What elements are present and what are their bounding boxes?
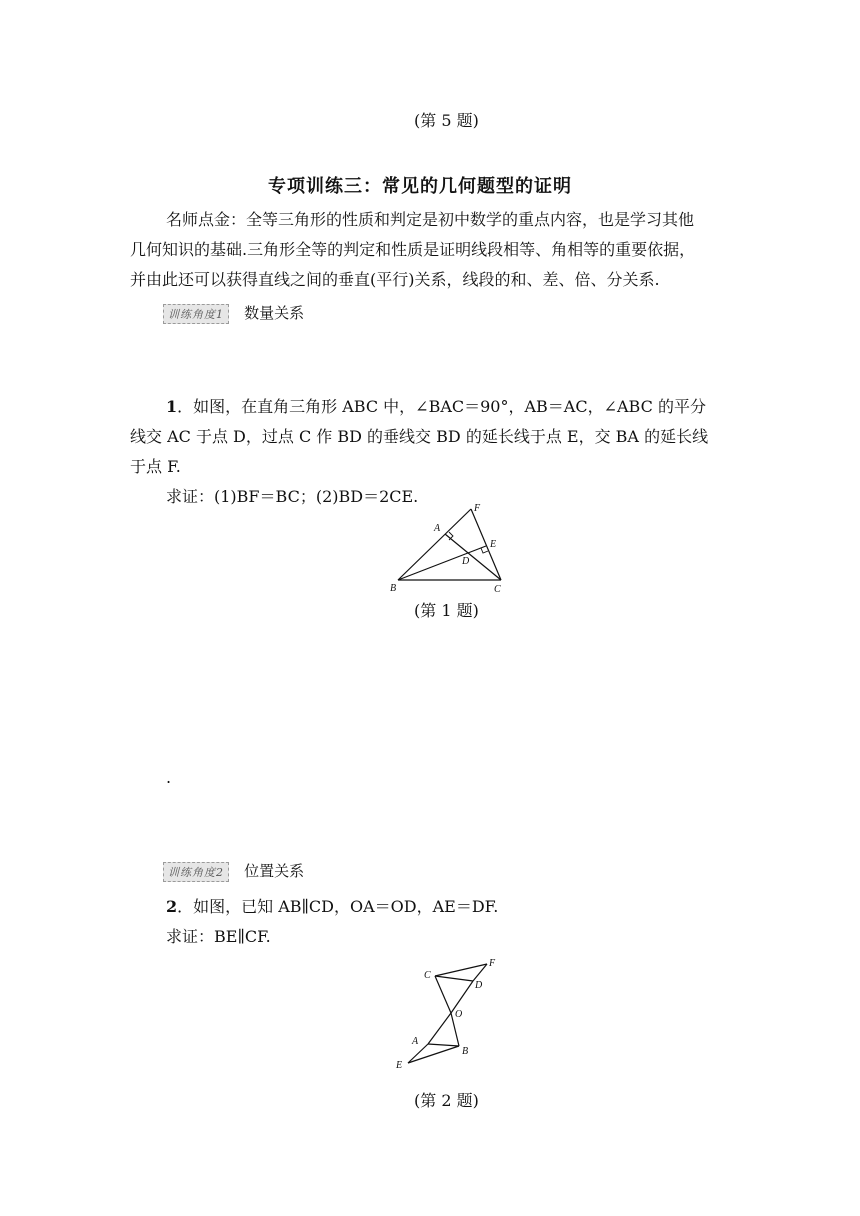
segment-oa	[428, 1013, 451, 1044]
problem1-figure	[385, 500, 525, 600]
label-f: F	[489, 958, 496, 969]
label-a: A	[412, 1036, 419, 1047]
problem2-prove: 求证：BE∥CF.	[166, 927, 271, 946]
stray-dot: .	[166, 768, 172, 787]
problem2-line-1	[130, 892, 750, 922]
intro-line-1: 名师点金：全等三角形的性质和判定是初中数学的重点内容，也是学习其他	[166, 210, 695, 229]
section2-badge: 训练角度2	[163, 862, 229, 882]
segment-bf	[398, 509, 471, 580]
problem2-number: 2	[166, 897, 178, 916]
label-b: B	[462, 1046, 469, 1057]
problem2-line-1-text: ．如图，已知 AB∥CD，OA＝OD，AE＝DF.	[177, 897, 499, 916]
section1-heading: 数量关系	[244, 304, 305, 322]
label-b: B	[390, 583, 397, 594]
label-d: D	[475, 980, 483, 991]
label-c: C	[424, 970, 431, 981]
page-title: 专项训练三：常见的几何题型的证明	[268, 176, 572, 197]
problem1-line-2: 线交 AC 于点 D，过点 C 作 BD 的垂线交 BD 的延长线于点 E，交 BA 的延长线	[130, 427, 709, 446]
problem1-line-1-text: ．如图，在直角三角形 ABC 中，∠BAC＝90°，AB＝AC，∠ABC 的平分	[177, 397, 706, 416]
label-e: E	[490, 539, 497, 550]
problem1-line-1	[130, 392, 750, 422]
problem1-line-3: 于点 F.	[130, 457, 181, 476]
segment-co	[435, 976, 451, 1013]
segment-eb	[408, 1046, 459, 1063]
problem1-text	[130, 392, 750, 512]
segment-ab	[428, 1044, 459, 1046]
problem1-prove: 求证：(1)BF＝BC；(2)BD＝2CE.	[166, 487, 419, 506]
section1-badge: 训练角度1	[163, 304, 229, 324]
label-e: E	[396, 1060, 403, 1071]
intro-paragraph	[130, 205, 750, 295]
segment-cd	[435, 976, 473, 981]
problem2-text	[130, 892, 750, 952]
section2-header	[163, 860, 304, 882]
section2-heading: 位置关系	[244, 862, 305, 880]
label-c: C	[494, 584, 501, 595]
section1-header	[163, 302, 304, 324]
problem1-caption: (第 1 题)	[414, 601, 479, 620]
previous-figure-caption: (第 5 题)	[414, 111, 479, 130]
problem2-caption: (第 2 题)	[414, 1091, 479, 1110]
label-a: A	[434, 523, 441, 534]
problem1-number: 1	[166, 397, 178, 416]
label-f: F	[474, 503, 481, 514]
segment-be	[398, 546, 486, 580]
segment-fc	[471, 509, 501, 580]
label-o: O	[455, 1009, 463, 1020]
intro-line-3: 并由此还可以获得直线之间的垂直(平行)关系，线段的和、差、倍、分关系.	[130, 270, 660, 289]
label-d: D	[462, 556, 470, 567]
intro-line-2: 几何知识的基础.三角形全等的判定和性质是证明线段相等、角相等的重要依据，	[130, 240, 696, 259]
right-angle-mark-e	[481, 548, 488, 553]
problem2-figure	[390, 955, 510, 1075]
